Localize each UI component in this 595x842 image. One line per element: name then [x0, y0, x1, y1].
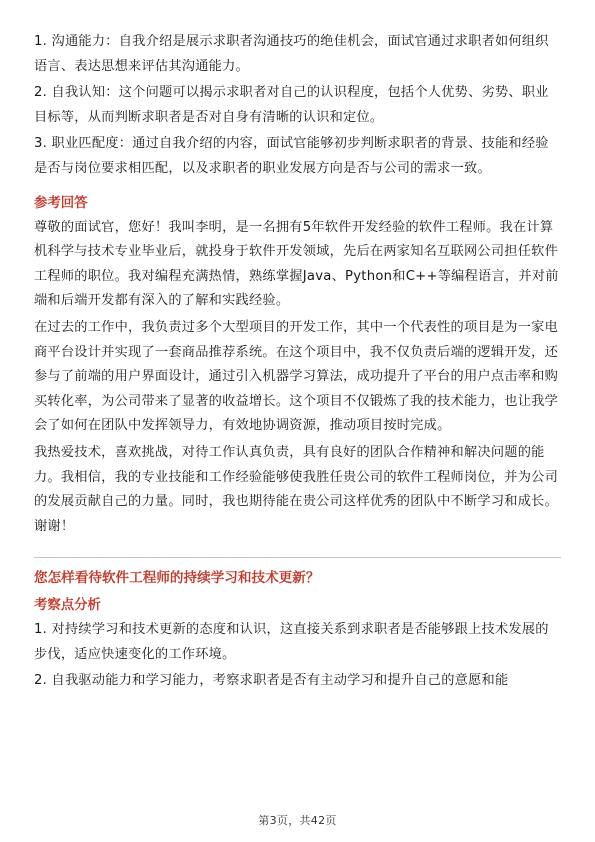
section-divider [34, 557, 561, 558]
evaluation-point: 3. 职业匹配度：通过自我介绍的内容，面试官能够初步判断求职者的背景、技能和经验是否与岗位要求相匹配，以及求职者的职业发展方向是否与公司的需求一致。 [34, 136, 549, 176]
question-title: 您怎样看待软件工程师的持续学习和技术更新？ [34, 570, 320, 587]
page-content [34, 30, 561, 694]
analysis-heading: 考察点分析 [34, 598, 101, 614]
evaluation-point: 2. 自我认知：这个问题可以揭示求职者对自己的认识程度，包括个人优势、劣势、职业目标等，从而判断求职者是否对自身有清晰的认识和定位。 [34, 85, 549, 125]
answer-paragraph: 在过去的工作中，我负责过多个大型项目的开发工作，其中一个代表性的项目是为一家电商平台设计并实现了一套商品推荐系统。在这个项目中，我不仅负责后端的逻辑开发，还参与了前端的用户界面设计，通过引入机器学习算法，成功提升了平台的用户点击率和购买转化率，为公司带来了显著的收益增长。这个项目不仅锻炼了我的技术能力，也让我学会了如何在团队中发挥领导力，有效地协调资源，推动项目按时完成。 [34, 319, 559, 434]
evaluation-points-list [34, 30, 561, 182]
analysis-point: 2. 自我驱动能力和学习能力，考察求职者是否有主动学习和提升自己的意愿和能 [34, 673, 509, 689]
answer-paragraph: 尊敬的面试官，您好！我叫李明，是一名拥有5年软件开发经验的软件工程师。我在计算机科学与技术专业毕业后，就投身于软件开发领域，先后在两家知名互联网公司担任软件工程师的职位。我对编程充满热情，熟练掌握Java、Python和C++等编程语言，并对前端和后端开发都有深入的了解和实践经验。 [34, 219, 559, 309]
page-number: 第3页，共42页 [258, 814, 337, 827]
reference-answer-body [34, 216, 561, 540]
reference-answer-heading: 参考回答 [34, 195, 88, 211]
answer-paragraph: 我热爱技术，喜欢挑战，对待工作认真负责，具有良好的团队合作精神和解决问题的能力。我相信，我的专业技能和工作经验能够使我胜任贵公司的软件工程师岗位，并为公司的发展贡献自己的力量。同时，我也期待能在贵公司这样优秀的团队中不断学习和成长。谢谢！ [34, 444, 559, 534]
analysis-point: 1. 对持续学习和技术更新的态度和认识，这直接关系到求职者是否能够跟上技术发展的步伐，适应快速变化的工作环境。 [34, 622, 549, 662]
analysis-points-list [34, 618, 561, 694]
evaluation-point: 1. 沟通能力：自我介绍是展示求职者沟通技巧的绝佳机会，面试官通过求职者如何组织语言、表达思想来评估其沟通能力。 [34, 34, 549, 74]
